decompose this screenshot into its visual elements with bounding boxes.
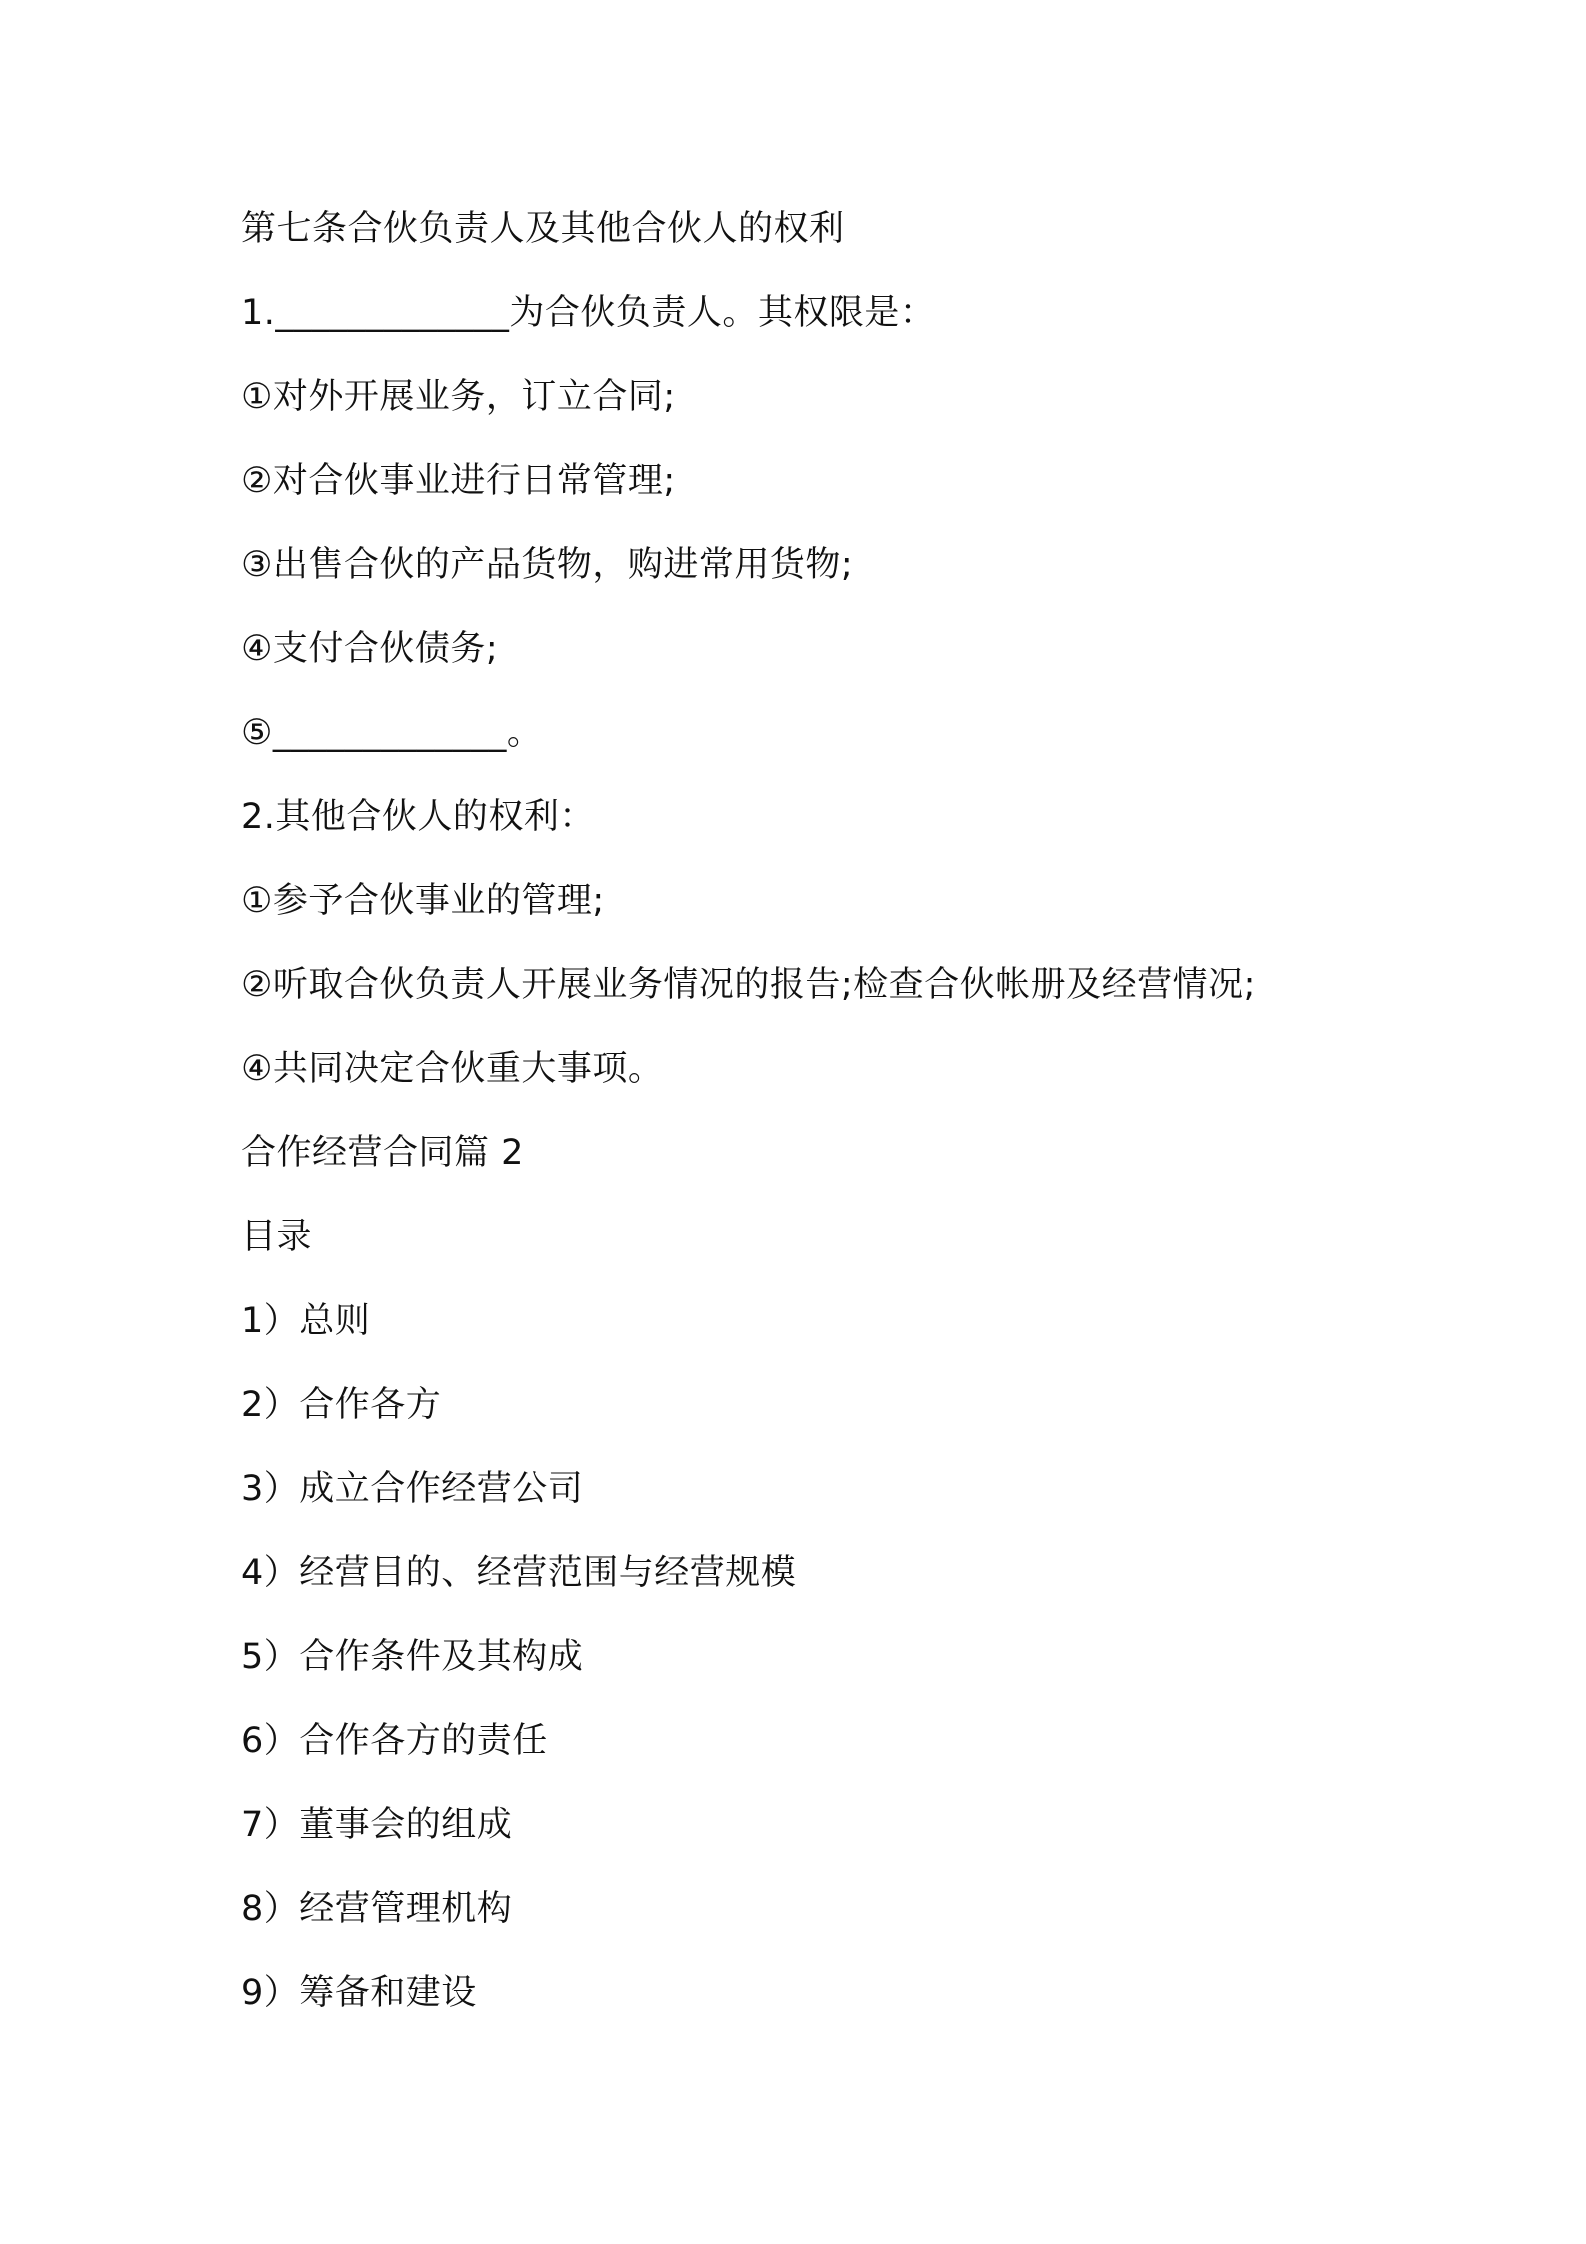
- toc-item: 1）总则: [241, 1301, 371, 1341]
- clause-1: 1._____________为合伙负责人。其权限是：: [241, 293, 936, 333]
- clause-1-item-4: ④支付合伙债务;: [241, 629, 499, 669]
- toc-item: 5）合作条件及其构成: [241, 1637, 584, 1677]
- clause-2-item-4: ④共同决定合伙重大事项。: [241, 1049, 664, 1089]
- toc-item: 4）经营目的、经营范围与经营规模: [241, 1553, 797, 1593]
- clause-1-item-2: ②对合伙事业进行日常管理;: [241, 461, 676, 501]
- document-body: [241, 205, 1421, 2053]
- clause-2: 2.其他合伙人的权利：: [241, 797, 595, 837]
- clause-1-item-5: ⑤_____________。: [241, 713, 543, 753]
- clause-2-item-2: ②听取合伙负责人开展业务情况的报告;检查合伙帐册及经营情况;: [241, 965, 1256, 1005]
- toc-item: 6）合作各方的责任: [241, 1721, 548, 1761]
- toc-item: 8）经营管理机构: [241, 1889, 513, 1929]
- toc-item: 2）合作各方: [241, 1385, 442, 1425]
- clause-2-item-1: ①参予合伙事业的管理;: [241, 881, 605, 921]
- clause-1-item-3: ③出售合伙的产品货物，购进常用货物;: [241, 545, 854, 585]
- section-title: 合作经营合同篇 2: [241, 1133, 524, 1173]
- toc-item: 9）筹备和建设: [241, 1973, 477, 2013]
- clause-1-item-1: ①对外开展业务，订立合同;: [241, 377, 676, 417]
- toc-heading: 目录: [241, 1217, 313, 1257]
- article-heading: 第七条合伙负责人及其他合伙人的权利: [241, 209, 845, 249]
- toc-item: 7）董事会的组成: [241, 1805, 513, 1845]
- toc-item: 3）成立合作经营公司: [241, 1469, 584, 1509]
